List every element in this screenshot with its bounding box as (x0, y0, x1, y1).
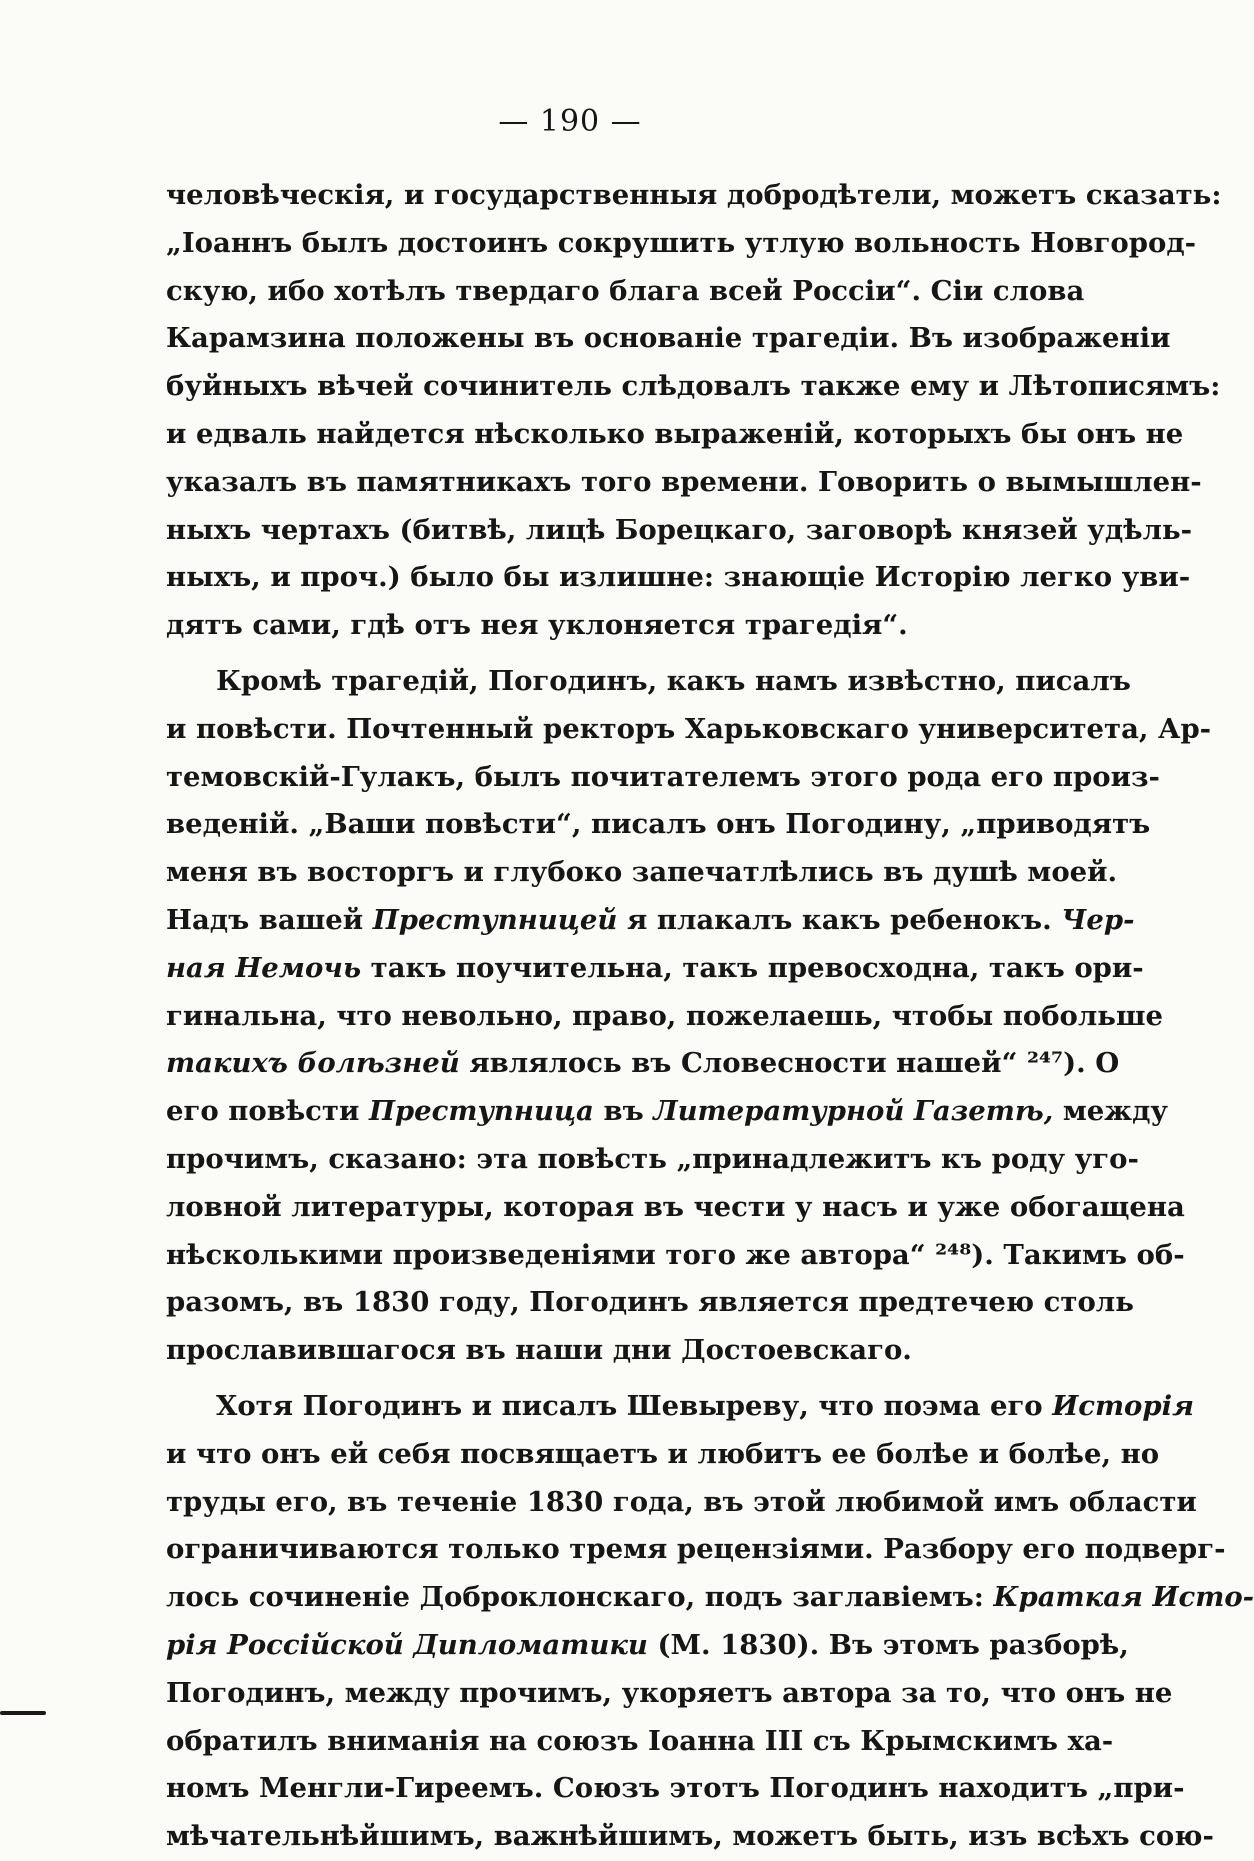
text-line (166, 411, 1184, 459)
text-line (166, 268, 1085, 316)
text-segment: и повѣсти. Почтенный ректоръ Харьковскаго университета, Ар- (166, 712, 1212, 745)
page-number (0, 104, 1140, 139)
text-segment: „Іоаннъ былъ достоинъ сокрушить утлую вольность Новгород- (166, 226, 1197, 259)
text-line (166, 363, 1221, 411)
text-segment: мѣчательнѣйшимъ, важнѣйшимъ, можетъ быть, изъ всѣхъ сою- (166, 1820, 1214, 1853)
text-segment: прославившагося въ наши дни Достоевскаго. (166, 1334, 912, 1367)
text-segment: буйныхъ вѣчей сочинитель слѣдовалъ также ему и Лѣтописямъ: (166, 370, 1221, 403)
text-segment: разомъ, въ 1830 году, Погодинъ является предтечею столь (166, 1286, 1134, 1319)
text-line (166, 1040, 1120, 1088)
text-segment: его повѣсти (166, 1095, 369, 1128)
text-line (166, 602, 1014, 650)
text-line (166, 1383, 1194, 1431)
text-line (166, 1765, 1185, 1813)
text-segment: Надъ вашей (166, 903, 373, 936)
text-segment: номъ Менгли-Гиреемъ. Союзъ этотъ Погодинъ находитъ „при- (166, 1772, 1185, 1805)
text-line (166, 1574, 1254, 1622)
text-line (166, 754, 1160, 802)
scan-edge-mark (0, 1711, 46, 1715)
body-text (166, 172, 1254, 1861)
text-line (166, 993, 1164, 1041)
text-line (166, 507, 1193, 555)
text-segment: прочимъ, сказано: эта повѣсть „принадлежитъ къ роду уго- (166, 1142, 1139, 1175)
text-segment: Погодинъ, между прочимъ, укоряетъ автора за то, что онъ не (166, 1676, 1173, 1709)
text-segment: лось сочиненіе Доброклонскаго, подъ заглавіемъ: (166, 1581, 994, 1614)
text-segment: труды его, въ теченіе 1830 года, въ этой любимой имъ области (166, 1485, 1197, 1518)
text-segment: я плакалъ какъ ребенокъ. (617, 903, 1062, 936)
text-line (166, 945, 1144, 993)
text-segment: и едваль найдется нѣсколько выраженій, которыхъ бы онъ не (166, 417, 1184, 450)
text-segment: человѣческія, и государственныя добродѣтели, можетъ сказать: (166, 179, 1222, 211)
text-line (166, 172, 1222, 220)
text-segment: веденій. „Ваши повѣсти“, писалъ онъ Погодину, „приводятъ (166, 808, 1151, 841)
text-segment: Карамзина положены въ основаніе трагедіи. Въ изображеніи (166, 322, 1171, 355)
page-number-text: — 190 — (498, 104, 642, 139)
text-line (166, 658, 1131, 706)
italic-segment: Чер- (1061, 903, 1135, 936)
text-line (166, 1232, 1185, 1280)
text-line (166, 849, 1118, 897)
text-line (166, 801, 1151, 849)
text-segment: ограничиваются только тремя рецензіями. Разбору его подверг- (166, 1533, 1226, 1566)
text-line (166, 1431, 1160, 1479)
text-segment: между (1053, 1095, 1169, 1128)
italic-segment: такихъ болѣзней (166, 1047, 460, 1080)
italic-segment: ная Немочь (166, 951, 362, 984)
text-line (166, 220, 1197, 268)
text-segment: ловной литературы, которая въ чести у насъ и уже обогащена (166, 1190, 1185, 1223)
text-line (166, 1479, 1197, 1527)
text-line (166, 1622, 1129, 1670)
text-segment: въ (593, 1095, 654, 1128)
italic-segment: Краткая Исто- (993, 1581, 1254, 1614)
text-segment: (М. 1830). Въ этомъ разборѣ, (647, 1628, 1129, 1661)
paragraph (166, 172, 1222, 650)
italic-segment: Исторія (1052, 1389, 1194, 1422)
paragraph (166, 658, 1212, 1375)
text-line (166, 1184, 1185, 1232)
text-segment: дятъ сами, гдѣ отъ нея уклоняется трагедія“. (166, 609, 908, 642)
text-line (166, 1526, 1226, 1574)
text-segment: и что онъ ей себя посвящаетъ и любитъ ее болѣе и болѣе, но (166, 1437, 1160, 1470)
text-segment: меня въ восторгъ и глубоко запечатлѣлись въ душѣ моей. (166, 856, 1118, 889)
text-line (166, 1327, 1014, 1375)
text-line (166, 897, 1135, 945)
text-line (166, 1670, 1173, 1718)
text-segment: являлось въ Словесности нашей“ ²⁴⁷). О (459, 1047, 1120, 1080)
text-segment: нѣсколькими произведеніями того же автора“ ²⁴⁸). Такимъ об- (166, 1238, 1185, 1271)
italic-segment: Литературной Газетѣ, (653, 1095, 1054, 1128)
text-line (166, 554, 1191, 602)
italic-segment: Преступницей (372, 903, 618, 936)
italic-segment: рія Россійской Дипломатики (166, 1628, 648, 1661)
text-line (166, 1279, 1134, 1327)
text-segment: темовскій-Гулакъ, былъ почитателемъ этого рода его произ- (166, 760, 1160, 793)
paragraph-gap (166, 650, 1014, 658)
text-segment: Хотя Погодинъ и писалъ Шевыреву, что поэма его (216, 1389, 1053, 1422)
text-segment: ныхъ, и проч.) было бы излишне: знающіе Исторію легко уви- (166, 561, 1191, 594)
text-line (166, 459, 1202, 507)
text-segment: Кромѣ трагедій, Погодинъ, какъ намъ извѣстно, писалъ (216, 664, 1131, 697)
text-segment: указалъ въ памятникахъ того времени. Говорить о вымышлен- (166, 465, 1202, 498)
text-line (166, 1718, 1114, 1766)
text-line (166, 1136, 1139, 1184)
text-segment: ныхъ чертахъ (битвѣ, лицѣ Борецкаго, заговорѣ князей удѣль- (166, 513, 1193, 546)
text-line (166, 315, 1171, 363)
text-segment: такъ поучительна, такъ превосходна, такъ ори- (361, 951, 1144, 984)
text-line (166, 706, 1212, 754)
italic-segment: Преступница (368, 1095, 594, 1128)
text-line (166, 1813, 1214, 1861)
text-line (166, 1088, 1169, 1136)
text-segment: скую, ибо хотѣлъ твердаго блага всей Россіи“. Сіи слова (166, 274, 1085, 307)
paragraph-gap (166, 1375, 1014, 1383)
text-segment: гинальна, что невольно, право, пожелаешь, чтобы побольше (166, 999, 1164, 1032)
paragraph (166, 1383, 1254, 1861)
text-segment: обратилъ вниманія на союзъ Іоанна III съ Крымскимъ ха- (166, 1724, 1114, 1757)
